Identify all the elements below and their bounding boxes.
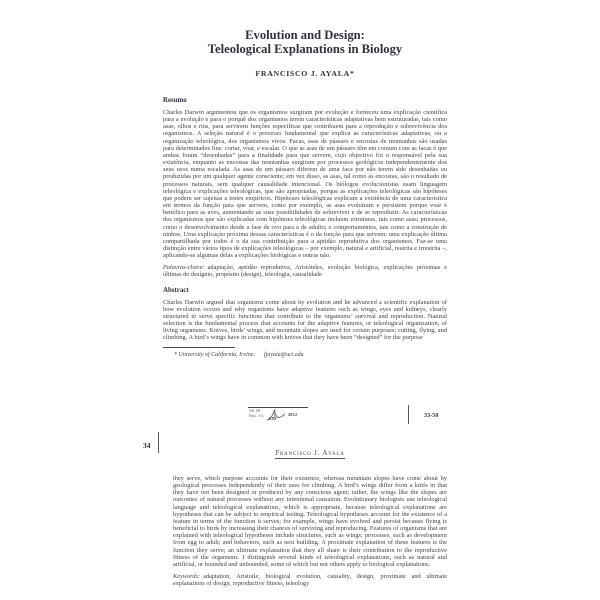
footnote-email: fjayala@uci.edu: [264, 351, 304, 358]
palavras-chave-label: Palavras-chave:: [163, 264, 205, 272]
paper-title-line-1: Evolution and Design:: [245, 28, 365, 42]
journal-fascicle: Fasc. 1-2: [249, 413, 264, 418]
palavras-chave-text: adaptação, aptidão reprodutiva, Aristóteles, evolução biológica, explicações próximas e últimas do desígnio, propósito (design), teleologia, causalidade: [163, 264, 447, 279]
abstract-heading: Abstract: [163, 286, 189, 294]
journal-logo-text: RPF: [269, 417, 278, 421]
page-number-divider: [158, 432, 159, 453]
paper-title-line-2: Teleological Explanations in Biology: [207, 42, 403, 56]
footnote-rule: [163, 347, 235, 348]
abstract-text: Charles Darwin argued that organisms come about by evolution and he advanced a scientific explanation of how evolution occurs and why organisms have adaptive features such as wings, eyes and kidneys, clearly structured to serve specific functions that contribute to the organisms’ survival and reproduction. Natural selection is the fundamental process that accounts for the adaptive features, or teleological organization, of living organisms. Knives, birds’ wings, and mountain slopes are used for certain purposes: cutting, flying, and climbing. A bird’s wings have in common with knives that they have been “designed” for the purpose: [163, 298, 447, 342]
palavras-chave: [163, 264, 447, 278]
running-header: [173, 442, 447, 460]
journal-logo-icon: [264, 407, 286, 424]
body-text: they serve, which purpose accounts for their existence, whereas mountain slopes have come about by geological processes independently of their uses for climbing. A bird’s wings differ from a knife in that they have not been designed or produced by any conscious agent; rather, the wings like the slopes are outcomes of natural processes without any intentional causation. Evolutionary biologists use teleological language and teleological explanations, which is appropriate, because teleological explanations are hypotheses that can be subject to empirical testing. Teleological hypotheses account for the existence of a feature in terms of the function it serves; for example, wings have evolved and persist because flying is beneficial to birds by increasing their chances of surviving and reproducing. Features of organisms that are explained with teleological hypotheses include structures, such as wings; processes, such as development from egg to adult; and behaviors, such as nest building. A proximate explanation of these features is the function they serve; an ultimate explanation that they all share is their contribution to the reproductive fitness of the organisms. I distinguish several kinds of teleological explanations, such as natural and artificial, or bounded and unbounded, some of which but not others apply to biological explanations.: [173, 475, 447, 568]
page-1: [163, 0, 447, 359]
page-number: 34: [143, 441, 151, 450]
footnote: [163, 351, 447, 359]
footnote-affiliation: * University of California, Irvine.: [174, 351, 255, 358]
resumo-text: Charles Darwin argumentou que os organismos surgiram por evolução e forneceu uma explicação científica para a evolução e para o porquê dos organismos terem características adaptativas bem estruturadas, tais como asas, olhos e rins, para servirem funções específicas que contribuem para a reprodução e sobrevivência dos organismos. A seleção natural é o processo fundamental que explica as características adaptativas, ou a organização teleológica, dos organismos vivos. Facas, asas de pássaro e encostas de montanhas são usadas para determinados fins: cortar, voar, e escalar. O que as asas de um pássaro têm em comum com as facas é que ambas foram “desenhadas” para a finalidade para que servem, cujo objectivo foi o responsável pela sua existência, enquanto as encostas das montanhas surgiram por processos geológicos independentemente dos seus usos numa escalada. As asas de um pássaro diferem de uma faca por não terem sido desenhadas ou produzidas por um qualquer agente consciente; em vez disso, as asas, tal como as encostas, são o resultado de processos naturais, sem qualquer causalidade intencional. Os biólogos evolucionistas usam linguagem teleológica e explicações teleológicas, que são apropriadas, porque as explicações teleológicas são hipóteses que podem ser sujeitas a testes empíricos. Hipóteses teleológicas explicam a existência de uma característica em termos da função para que servem, como por exemplo, as asas evoluíram e persistem porque voar é benéfico para as aves, aumentando as suas possibilidades de sobreviver e de se reproduzir. As características dos organismos que são explicadas com hipóteses teleológicas incluem estruturas, tais como asas; processos, como o desenvolvimento desde a fase de ovo para a de adulto; e comportamentos, tais como a construção de ninhos. Uma explicação próxima dessas características é o da função para que servem; uma explicação última compartilhada por todos é o da sua contribuição para a aptidão reprodutiva dos organismos. Faz-se uma distinção entre vários tipos de explicações teleológicas – por exemplo, natural e artificial, restrita e irrestrita –, aplicando-se algumas delas a explicações biológicas e outras não.: [163, 109, 447, 260]
page-2: [173, 438, 447, 587]
journal-volume-block: [249, 409, 263, 419]
keywords-text: adaptation, Aristotle, biological evolution, causality, design, proximate and ultimate explanations of design, reproductive fitness, teleology: [173, 573, 447, 588]
keywords-label: Keywords:: [173, 573, 201, 581]
footer-divider: [408, 405, 409, 424]
paper-title: [163, 28, 447, 56]
resumo-heading: Resumo: [163, 97, 187, 104]
author-name: FRANCISCO J. AYALA*: [255, 69, 355, 78]
journal-year: 2012: [288, 412, 298, 417]
keywords: [173, 573, 447, 587]
journal-volume: Vol. 68: [249, 409, 261, 413]
running-header-text: Francisco J. Ayala: [275, 450, 345, 457]
page-range: 33-50: [424, 412, 439, 419]
